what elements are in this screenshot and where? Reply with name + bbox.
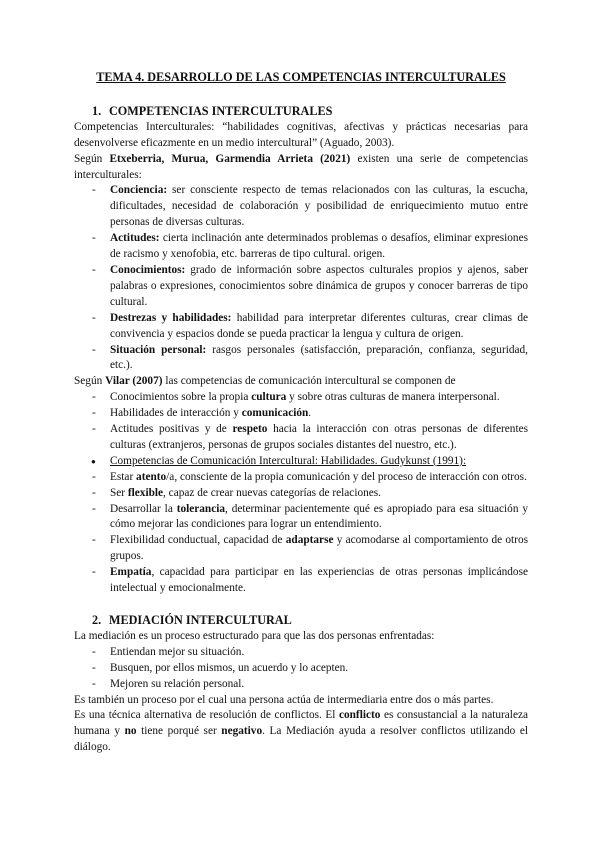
list-item: - Busquen, por ellos mismos, un acuerdo y lo acepten. [74,661,528,677]
list-item: - Conocimientos sobre la propia cultura y sobre otras culturas de manera interpersonal. [74,390,528,406]
section-1-number: 1. [92,103,102,118]
vilar-paragraph: Según Vilar (2007) las competencias de comunicación intercultural se componen de [74,375,456,388]
list-item: - Ser flexible, capaz de crear nuevas categorías de relaciones. [74,486,528,502]
vilar-author: Vilar (2007) [105,375,163,388]
list-item: - Estar atento/a, consciente de la propia comunicación y del proceso de interacción con otros. [74,470,528,486]
mediacion-paragraph-1: Es también un proceso por el cual una persona actúa de intermediaria entre dos o más partes. [74,693,494,706]
list-item: - Entiendan mejor su situación. [74,645,528,661]
list-item: - Flexibilidad conductual, capacidad de adaptarse y acomodarse al comportamiento de otros grupos. [74,533,528,565]
mediacion-list [74,645,528,693]
list-item: - Situación personal: rasgos personales (satisfacción, preparación, confianza, seguridad, etc.). [74,343,528,375]
intro-paragraph: Según Etxeberria, Murua, Garmendia Arrieta (2021) existen una serie de competencias interculturales: [74,152,528,181]
section-1-title: COMPETENCIAS INTERCULTURALES [109,103,333,118]
list-item: - Desarrollar la tolerancia, determinar pacientemente qué es apropiado para esa situación y cómo mejorar las condiciones para lograr un entendimiento. [74,502,528,534]
section-2-title: MEDIACIÓN INTERCULTURAL [109,613,292,627]
document-title: TEMA 4. DESARROLLO DE LAS COMPETENCIAS INTERCULTURALES [96,70,506,84]
mediacion-intro: La mediación es un proceso estructurado para que las dos personas enfrentadas: [74,629,435,642]
list-item: - Conciencia: ser consciente respecto de temas relacionados con las culturas, la escucha, dificultades, necesidad de colaboración y posibilidad de enriquecimiento mutuo entre personas de diversas culturas. [74,183,528,231]
list-item: - Mejoren su relación personal. [74,677,528,693]
list-item: - Empatía, capacidad para participar en las experiencias de otras personas implicándose intelectual y emocionalmente. [74,565,528,597]
gudykunst-heading: ● Competencias de Comunicación Intercultural: Habilidades. Gudykunst (1991): [74,454,528,470]
list-item: - Actitudes: cierta inclinación ante determinados problemas o desafíos, eliminar expresiones de racismo y xenofobia, etc. barreras de tipo cultural. origen. [74,231,528,263]
intro-authors: Etxeberria, Murua, Garmendia Arrieta (2021) [109,152,351,165]
competencias-list [74,183,528,374]
list-item: - Destrezas y habilidades: habilidad para interpretar diferentes culturas, crear climas de convivencia y espacios donde se pueda practicar la lengua y cultura de origen. [74,311,528,343]
mediacion-paragraph-2: Es una técnica alternativa de resolución de conflictos. El conflicto es consustancial a la naturaleza humana y no tiene porqué ser negativo. La Mediación ayuda a resolver conflictos utilizando el diálogo. [74,709,528,754]
list-item: - Habilidades de interacción y comunicación. [74,406,528,422]
section-2-number: 2. [92,613,102,627]
definition-paragraph: Competencias Interculturales: “habilidades cognitivas, afectivas y prácticas necesarias para desenvolverse eficazmente en un medio intercultural” (Aguado, 2003). [74,120,528,149]
section-2-heading [74,613,528,629]
list-item: - Conocimientos: grado de información sobre aspectos culturales propios y ajenos, saber palabras o expresiones, conocimientos sobre dinámica de grupos y conocer barreras de tipo cultural. [74,263,528,311]
list-item: - Actitudes positivas y de respeto hacia la interacción con otras personas de diferentes culturas (extranjeros, personas de grupos sociales distantes del nuestro, etc.). [74,422,528,454]
section-1-heading [74,104,528,120]
vilar-list [74,390,528,597]
